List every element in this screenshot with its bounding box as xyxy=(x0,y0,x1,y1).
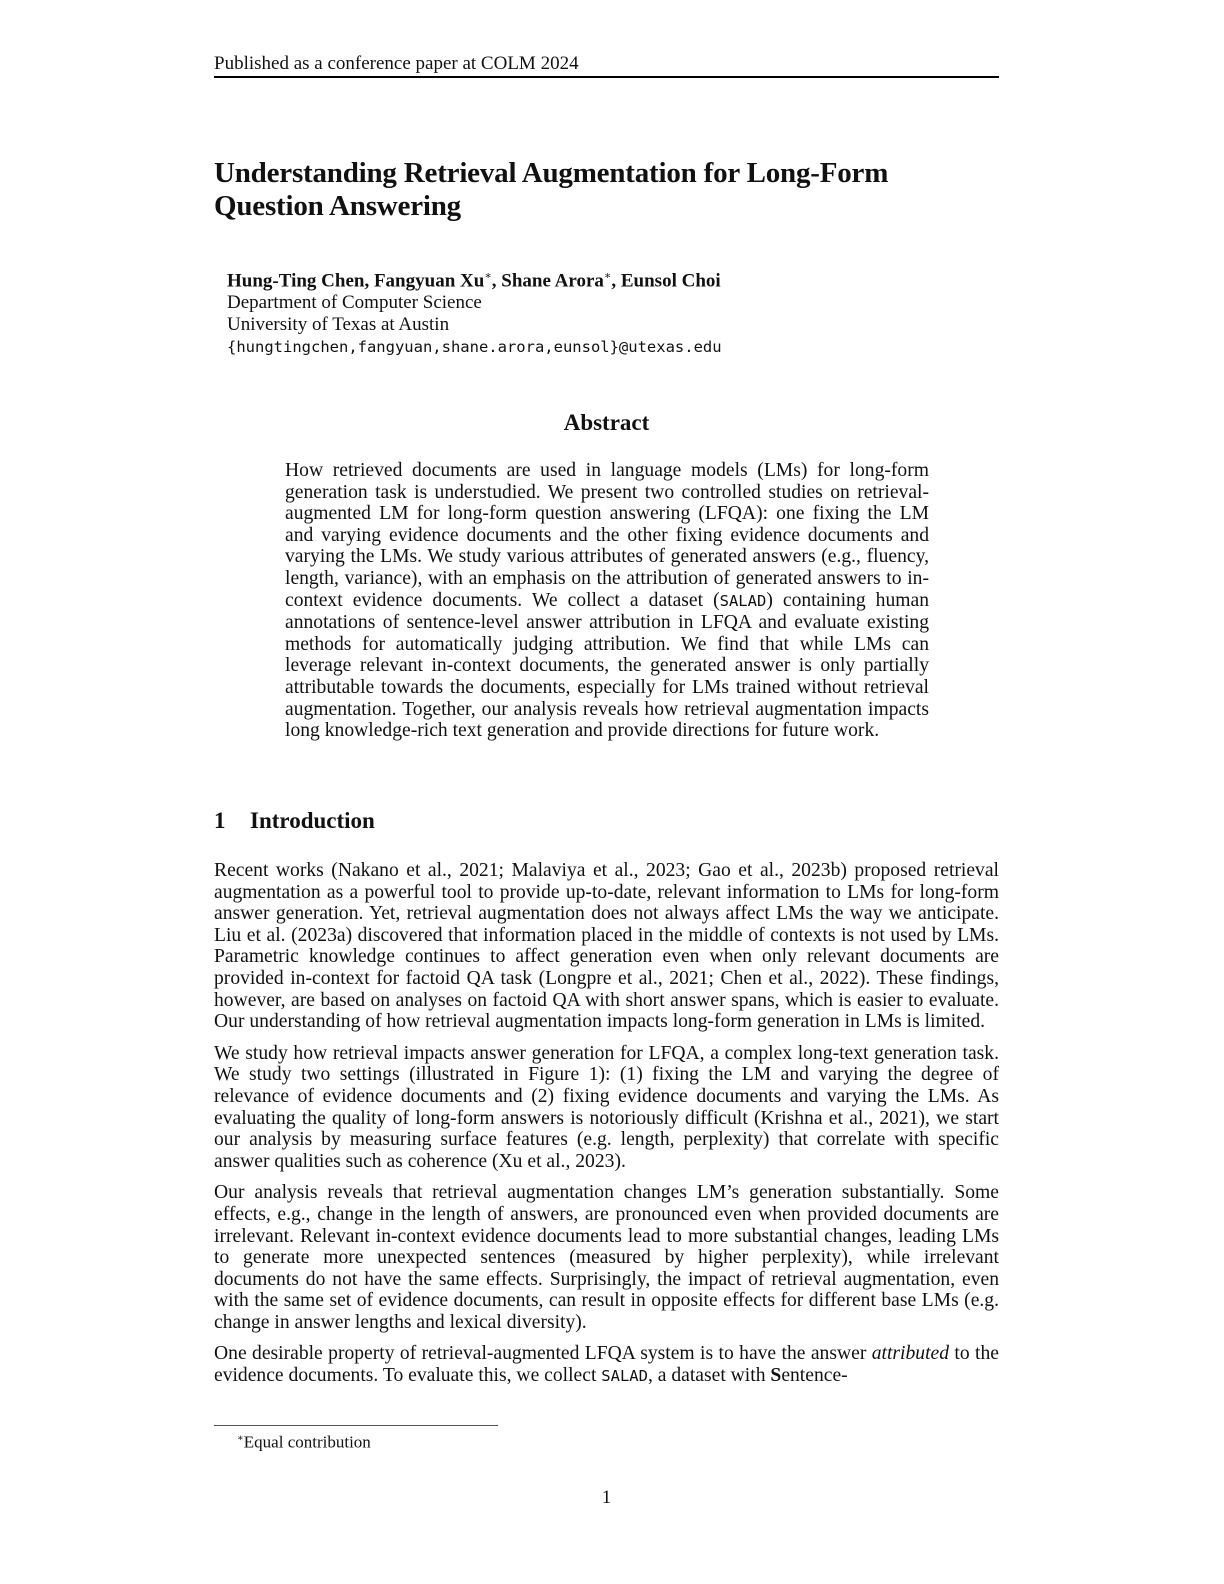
affiliation-department: Department of Computer Science xyxy=(227,292,482,314)
section-number: 1 xyxy=(214,808,226,833)
abstract-text-2: ) containing human annotations of sentence-level answer attribution in LFQA and evaluate existing methods for automatically judging attribution. We find that while LMs can leverage relevant in-context documents, the generated answer is only partially attributable towards the documents, especially for LMs trained without retrieval augmentation. Together, our analysis reveals how retrieval augmentation impacts long knowledge-rich text generation and provide directions for future work. xyxy=(285,589,930,742)
intro-p4-text-a: One desirable property of retrieval-augmented LFQA system is to have the answer xyxy=(214,1343,872,1365)
abstract-heading: Abstract xyxy=(563,410,650,435)
intro-paragraph-4 xyxy=(214,1343,999,1387)
section-heading xyxy=(214,807,999,835)
author-emails: {hungtingchen,fangyuan,shane.arora,eunsol}@utexas.edu xyxy=(227,338,722,357)
author-separator: , xyxy=(611,270,621,292)
author-block xyxy=(227,265,987,358)
intro-p4-text-d: entence- xyxy=(781,1365,848,1387)
paper-title: Understanding Retrieval Augmentation for Long-Form Question Answering xyxy=(214,157,889,222)
running-head: Published as a conference paper at COLM 2024 xyxy=(214,53,579,74)
author-names xyxy=(227,265,987,292)
affiliation-university: University of Texas at Austin xyxy=(227,314,450,336)
author-3: Shane Arora xyxy=(501,270,604,292)
intro-paragraph-2: We study how retrieval impacts answer generation for LFQA, a complex long-text generation task. We study two settings (illustrated in Figure 1): (1) fixing the LM and varying the degree of relevance of evidence documents and (2) fixing evidence documents and varying the LMs. As evaluating the quality of long-form answers is notoriously difficult (Krishna et al., 2021), we start our analysis by measuring surface features (e.g. length, perplexity) that correlate with specific answer qualities such as coherence (Xu et al., 2023). xyxy=(214,1042,999,1172)
author-separator: , xyxy=(491,270,502,292)
abstract-text-1: How retrieved documents are used in language models (LMs) for long-form generation task is understudied. We present two controlled studies on retrieval-augmented LM for long-form question answering (LFQA): one fixing the LM and varying evidence documents and the other fixing evidence documents and varying the LMs. We study various attributes of generated answers (e.g., fluency, length, variance), with an emphasis on the attribution of generated answers to in-context evidence documents. We collect a dataset ( xyxy=(285,460,929,611)
intro-p4-text-c: , a dataset with xyxy=(647,1365,771,1387)
intro-paragraph-3: Our analysis reveals that retrieval augmentation changes LM’s generation substantially. Some effects, e.g., change in the length of answers, are pronounced even when provided documents are irrelevant. Relevant in-context evidence documents lead to more substantial changes, leading LMs to generate more unexpected sentences (measured by higher perplexity), while irrelevant documents do not have the same effects. Surprisingly, the impact of retrieval augmentation, even with the same set of evidence documents, can result in opposite effects for different base LMs (e.g. change in answer lengths and lexical diversity). xyxy=(214,1182,999,1333)
equal-contribution-mark: ∗ xyxy=(603,270,612,282)
intro-p4-italic: attributed xyxy=(871,1343,950,1365)
introduction-body xyxy=(214,860,999,1398)
intro-paragraph-1: Recent works (Nakano et al., 2021; Malaviya et al., 2023; Gao et al., 2023b) proposed retrieval augmentation as a powerful tool to provide up-to-date, relevant information to LMs for long-form answer generation. Yet, retrieval augmentation does not always affect LMs the way we anticipate. Liu et al. (2023a) discovered that information placed in the middle of contexts is not used by LMs. Parametric knowledge continues to affect generation even when only relevant documents are provided in-context for factoid QA task (Longpre et al., 2021; Chen et al., 2022). These findings, however, are based on analyses on factoid QA with short answer spans, which is easier to evaluate. Our understanding of how retrieval augmentation impacts long-form generation in LMs is limited. xyxy=(214,860,999,1033)
dataset-name: SALAD xyxy=(601,1367,648,1386)
header-rule xyxy=(214,76,999,78)
footnote-mark: ∗ xyxy=(237,1433,244,1444)
equal-contribution-mark: ∗ xyxy=(484,270,492,282)
footnote-rule xyxy=(214,1425,498,1426)
author-1: Hung-Ting Chen, xyxy=(227,270,374,292)
dataset-name: SALAD xyxy=(719,591,767,610)
author-2: Fangyuan Xu xyxy=(373,270,485,292)
intro-p4-bold: S xyxy=(770,1365,782,1387)
footnote-text: Equal contribution xyxy=(243,1432,371,1452)
author-4: Eunsol Choi xyxy=(620,270,721,292)
intro-p4-text-b: to the evidence documents. To evaluate this, we collect xyxy=(214,1343,999,1387)
page-number: 1 xyxy=(601,1487,612,1508)
section-title: Introduction xyxy=(250,808,375,833)
abstract-body xyxy=(285,460,929,742)
footnote xyxy=(237,1429,371,1453)
